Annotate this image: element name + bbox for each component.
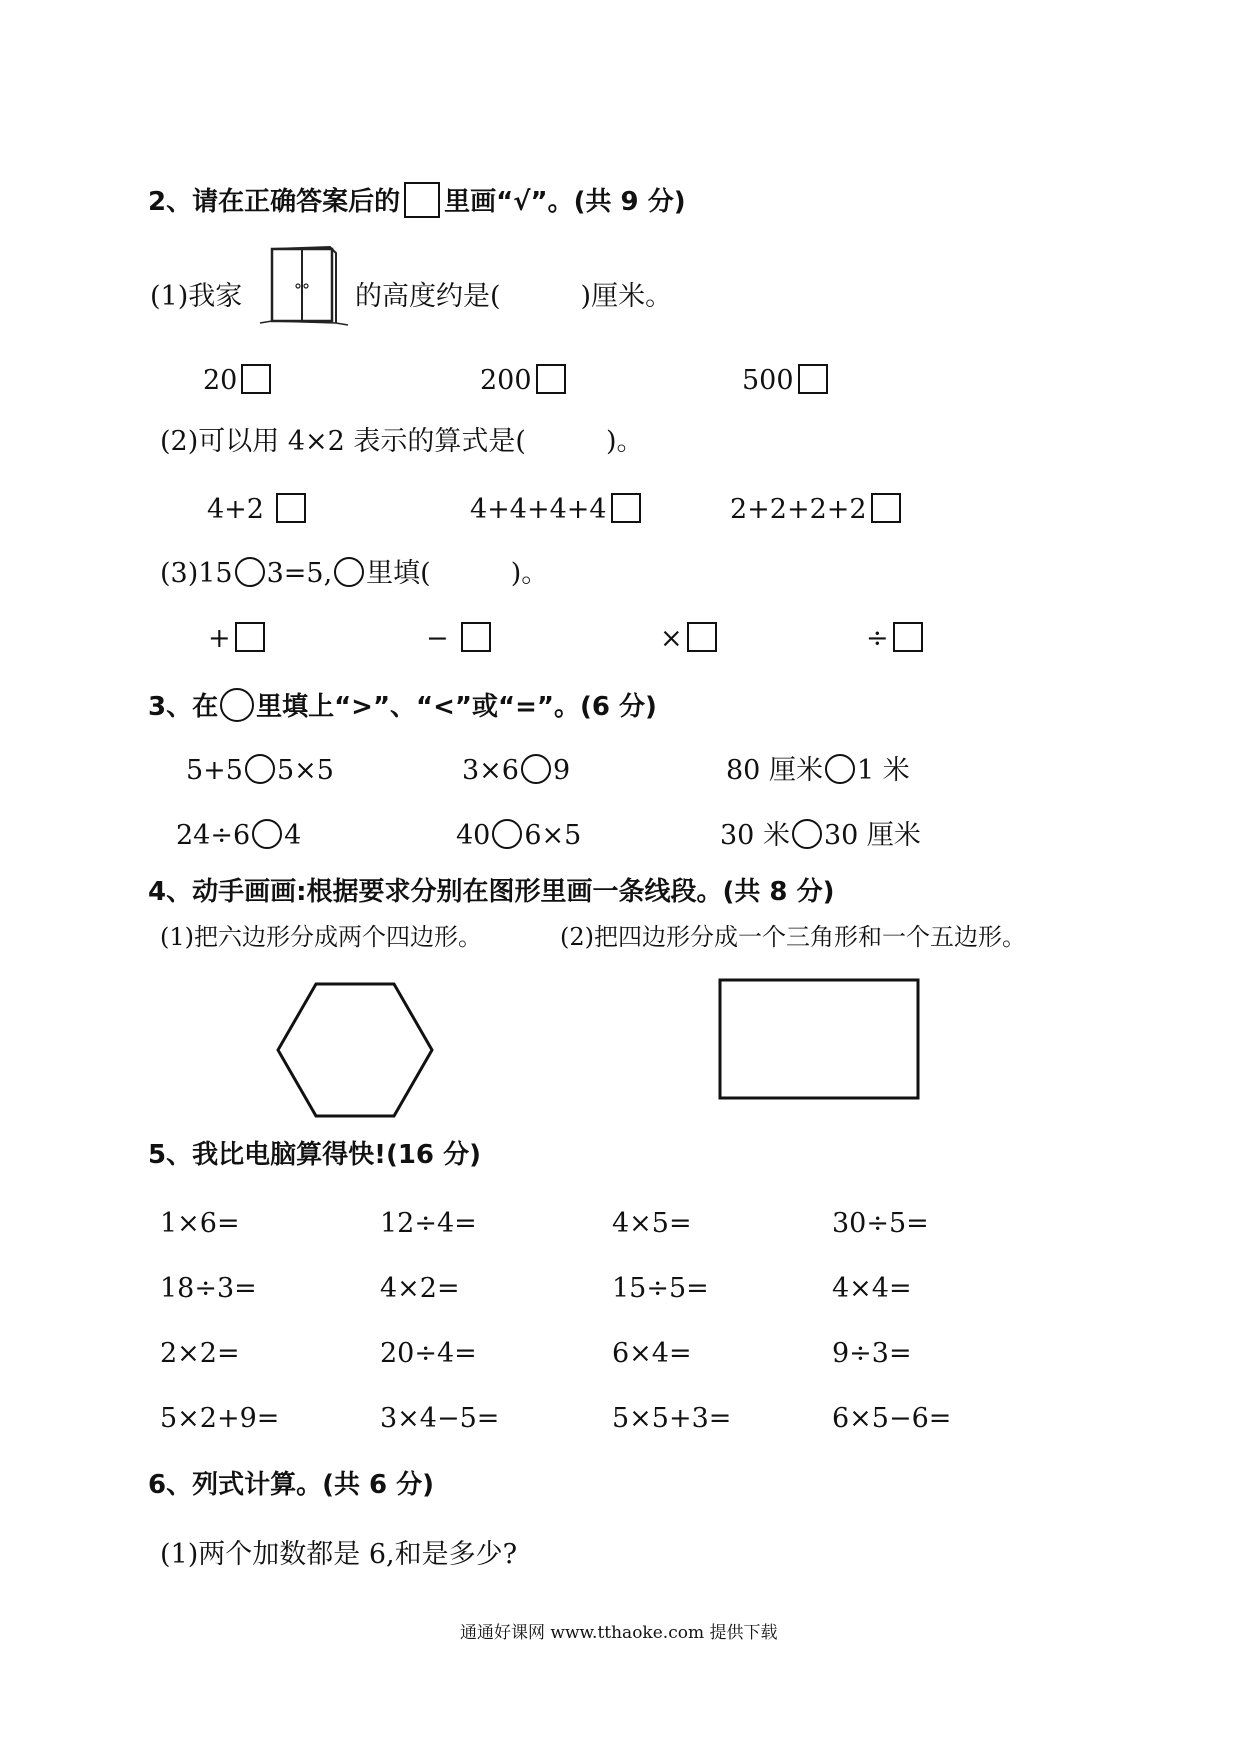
calc-item: 3×4−5= — [380, 1403, 500, 1434]
option-label: − — [426, 623, 449, 654]
q2-p1-option-3 — [742, 364, 828, 394]
compare-circle[interactable] — [252, 819, 282, 849]
answer-box[interactable] — [687, 622, 717, 652]
compare-circle[interactable] — [521, 754, 551, 784]
calc-item: 30÷5= — [832, 1208, 929, 1239]
calc-item: 18÷3= — [160, 1273, 257, 1304]
answer-box[interactable] — [241, 364, 271, 394]
q2-p2-option-2 — [470, 493, 641, 523]
q2-title-post: 里画“√”。(共 9 分) — [444, 187, 686, 217]
compare-circle-icon — [220, 688, 254, 722]
calc-item: 1×6= — [160, 1208, 240, 1239]
q4-sub-1: (1)把六边形分成两个四边形。 — [160, 923, 482, 951]
q2-p2-question — [160, 428, 643, 455]
q5-title: 5、我比电脑算得快!(16 分) — [148, 1140, 481, 1170]
q2-p3-option-minus — [426, 622, 491, 652]
option-label: 4+4+4+4 — [470, 494, 607, 525]
calc-item: 5×5+3= — [612, 1403, 732, 1434]
rectangle-shape[interactable] — [718, 978, 922, 1102]
calc-item: 12÷4= — [380, 1208, 477, 1239]
q6-p1: (1)两个加数都是 6,和是多少? — [160, 1539, 518, 1570]
compare-left: 24÷6 — [176, 820, 251, 851]
q2-p1-question — [355, 283, 672, 310]
compare-right: 30 厘米 — [823, 820, 921, 851]
q2-p3-option-plus — [208, 622, 265, 652]
q3-item-4 — [176, 819, 301, 849]
q2-title — [148, 182, 686, 218]
answer-box[interactable] — [235, 622, 265, 652]
option-label: 500 — [742, 365, 794, 396]
checkbox-sample-icon — [404, 182, 440, 218]
q2-title-pre: 2、请在正确答案后的 — [148, 187, 401, 217]
q2-p3-pre: (3)15 — [160, 558, 233, 589]
q2-p1-option-2 — [480, 364, 566, 394]
q3-item-3 — [726, 754, 910, 784]
option-label: 200 — [480, 365, 532, 396]
q2-p2-close: )。 — [605, 426, 644, 457]
calc-item: 4×5= — [612, 1208, 692, 1239]
q2-p3-option-times — [660, 622, 717, 652]
compare-left: 80 厘米 — [726, 755, 823, 786]
compare-right: 6×5 — [524, 820, 582, 851]
calc-item: 6×4= — [612, 1338, 692, 1369]
q2-p3-option-divide — [866, 622, 923, 652]
compare-circle[interactable] — [825, 754, 855, 784]
option-label: 20 — [203, 365, 238, 396]
answer-box[interactable] — [798, 364, 828, 394]
calc-item: 6×5−6= — [832, 1403, 952, 1434]
q3-item-1 — [186, 754, 334, 784]
q2-p3-post: 里填( — [366, 558, 431, 589]
option-label: × — [660, 623, 683, 654]
calc-item: 4×4= — [832, 1273, 912, 1304]
door-icon — [258, 243, 350, 327]
q3-item-6 — [720, 819, 921, 849]
calc-item: 4×2= — [380, 1273, 460, 1304]
compare-circle[interactable] — [492, 819, 522, 849]
q2-p3-question — [160, 557, 548, 587]
q2-p2-option-1 — [207, 493, 306, 523]
option-label: ÷ — [866, 623, 889, 654]
answer-box[interactable] — [871, 493, 901, 523]
q3-title-post: 里填上“>”、“<”或“=”。(6 分) — [256, 692, 657, 722]
answer-box[interactable] — [611, 493, 641, 523]
option-label: + — [208, 623, 231, 654]
option-label: 2+2+2+2 — [730, 494, 867, 525]
compare-right: 1 米 — [856, 755, 910, 786]
calc-item: 15÷5= — [612, 1273, 709, 1304]
calc-item: 20÷4= — [380, 1338, 477, 1369]
footer-credit: 通通好课网 www.tthaoke.com 提供下载 — [460, 1623, 778, 1643]
answer-box[interactable] — [893, 622, 923, 652]
q4-sub-2: (2)把四边形分成一个三角形和一个五边形。 — [560, 923, 1026, 951]
q2-p2-pre: (2)可以用 4×2 表示的算式是( — [160, 426, 526, 457]
compare-left: 40 — [456, 820, 491, 851]
answer-box[interactable] — [461, 622, 491, 652]
q3-item-5 — [456, 819, 581, 849]
compare-circle[interactable] — [245, 754, 275, 784]
answer-box[interactable] — [276, 493, 306, 523]
compare-circle[interactable] — [792, 819, 822, 849]
compare-right: 5×5 — [276, 755, 334, 786]
q3-item-2 — [462, 754, 570, 784]
hexagon-shape[interactable] — [270, 980, 440, 1120]
q6-title: 6、列式计算。(共 6 分) — [148, 1470, 435, 1500]
calc-item: 9÷3= — [832, 1338, 912, 1369]
option-label: 4+2 — [207, 494, 264, 525]
calc-item: 2×2= — [160, 1338, 240, 1369]
q2-p1-post: 的高度约是( — [355, 281, 501, 312]
q2-p1-pre: (1)我家 — [150, 281, 243, 312]
q4-title: 4、动手画画:根据要求分别在图形里画一条线段。(共 8 分) — [148, 877, 835, 907]
operator-circle-icon — [235, 557, 265, 587]
q2-p1-close: )厘米。 — [580, 281, 673, 312]
compare-right: 9 — [552, 755, 571, 786]
compare-left: 30 米 — [720, 820, 790, 851]
q3-title — [148, 688, 657, 722]
compare-right: 4 — [284, 820, 302, 851]
compare-left: 5+5 — [186, 755, 243, 786]
q2-p2-option-3 — [730, 493, 901, 523]
operator-circle-icon — [334, 557, 364, 587]
answer-box[interactable] — [536, 364, 566, 394]
q3-title-pre: 3、在 — [148, 692, 219, 722]
q2-p1-option-1 — [203, 364, 271, 394]
compare-left: 3×6 — [462, 755, 519, 786]
q2-p3-mid: 3=5, — [266, 558, 333, 589]
calc-item: 5×2+9= — [160, 1403, 280, 1434]
q2-p3-close: )。 — [510, 558, 549, 589]
